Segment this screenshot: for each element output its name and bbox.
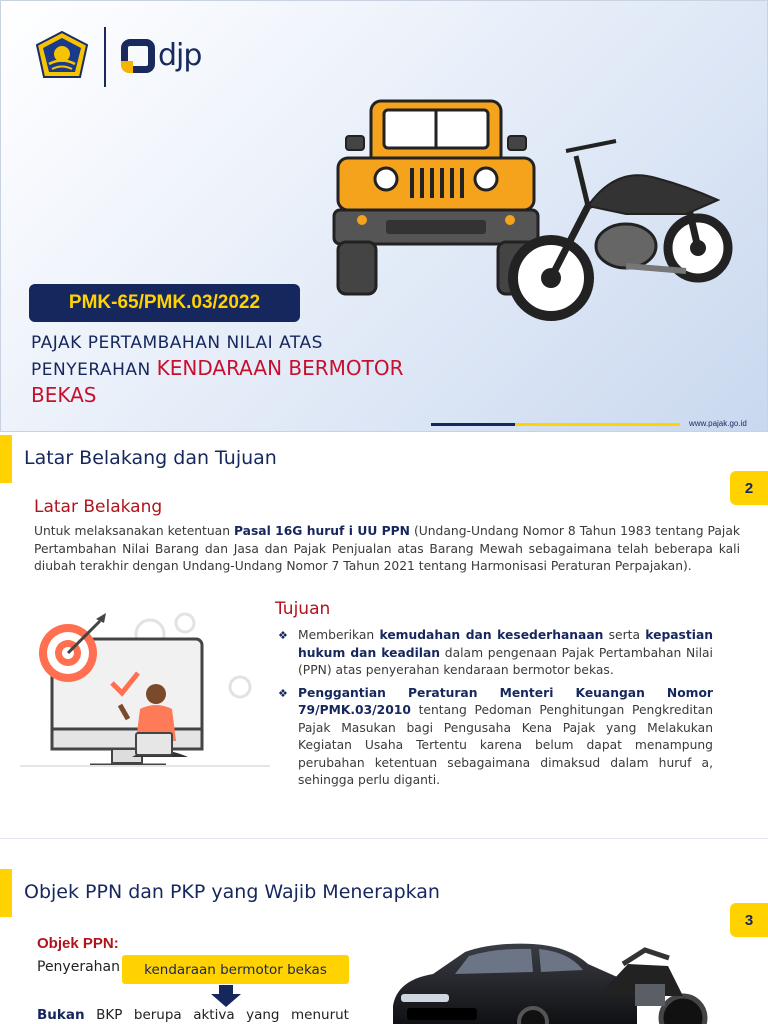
bukan-word: menurut — [291, 1007, 349, 1023]
cover-slide — [0, 0, 768, 432]
tujuan-bullet-list — [278, 627, 713, 795]
jeep-and-motorcycle-illustration — [326, 96, 736, 321]
bukan-bkp-text — [37, 1007, 349, 1023]
djp-mark-icon — [121, 39, 155, 73]
tujuan-heading: Tujuan — [275, 599, 331, 619]
cover-title-line3: BEKAS — [31, 383, 97, 407]
background-paragraph — [34, 523, 740, 576]
used-vehicle-highlight-box: kendaraan bermotor bekas — [122, 955, 349, 984]
para-text: (Undang-Undang Nomor 8 Tahun 1983 tentang Pajak Pertambahan Nilai Barang dan Jasa dan Pajak Penjualan atas Barang Mewah sebagaimana telah beberapa kali diubah terakhir dengan Undang-Undang Nomor 7 Tahun 2021 tentang Harmonisasi Peraturan Perpajakan). — [34, 524, 740, 573]
bullet-text: Memberikan — [298, 628, 380, 642]
footer-line-yellow — [515, 423, 680, 426]
list-item — [278, 685, 713, 790]
penyerahan-text: Penyerahan — [37, 959, 120, 975]
bullet-text: tentang Pedoman Penghitungan Pengkreditan Pajak Masukan bagi Pengusaha Kena Pajak yang Melakukan Kegiatan Usaha Tertentu karena belum dapat menampung perubahan ketentuan sebagaimana dimaksud dalam huruf a, sehingga perlu diganti. — [298, 703, 713, 787]
bullet-bold: kepastian hukum dan keadilan — [298, 628, 714, 660]
car-icon — [393, 944, 637, 1024]
cover-title-line2 — [31, 356, 461, 383]
page-number-badge: 2 — [730, 471, 768, 505]
kemenkeu-emblem-icon — [35, 31, 89, 81]
bullet-bold: Penggantian Peraturan Menteri Keuangan Nomor 79/PMK.03/2010 — [298, 685, 713, 717]
car-and-motorbike-photo — [383, 936, 713, 1024]
bukan-word: aktiva — [193, 1007, 235, 1023]
list-item — [278, 627, 713, 680]
bukan-word: yang — [246, 1007, 280, 1023]
latar-belakang-heading: Latar Belakang — [34, 497, 163, 517]
page-number-badge: 3 — [730, 903, 768, 937]
footer-url[interactable]: www.pajak.go.id — [689, 419, 747, 428]
logo-divider — [104, 27, 106, 87]
bullet-text: serta — [603, 628, 646, 642]
bukan-bold: Bukan — [37, 1007, 85, 1023]
down-arrow-icon — [211, 985, 241, 1009]
objek-ppn-label: Objek PPN: — [37, 935, 119, 952]
bullet-text: dalam pengenaan Pajak Pertambahan Nilai (PPN) atas penyerahan kendaraan bermotor bekas. — [298, 645, 713, 677]
djp-logo — [121, 39, 201, 73]
target-person-laptop-illustration — [20, 609, 270, 769]
section-accent-bar — [0, 435, 12, 483]
bullet-bold: kemudahan dan kesederhanaan — [379, 628, 604, 642]
cover-title-highlight: KENDARAAN BERMOTOR — [156, 356, 404, 380]
para-bold: Pasal 16G huruf i UU PPN — [233, 524, 410, 538]
regulation-code-box: PMK-65/PMK.03/2022 — [29, 284, 300, 322]
objek-ppn-slide — [0, 838, 768, 1024]
cover-title — [31, 331, 461, 408]
diamond-bullet-icon: ❖ — [278, 629, 288, 642]
section-title: Objek PPN dan PKP yang Wajib Menerapkan — [24, 881, 440, 903]
section-accent-bar — [0, 869, 12, 917]
bukan-word: BKP — [96, 1007, 123, 1023]
djp-wordmark: djp — [158, 38, 202, 73]
para-text: Untuk melaksanakan ketentuan — [34, 524, 234, 538]
cover-title-prefix: PENYERAHAN — [31, 360, 157, 380]
bukan-word: berupa — [133, 1007, 182, 1023]
footer-line-navy — [431, 423, 515, 426]
section-title: Latar Belakang dan Tujuan — [24, 447, 277, 469]
cover-title-line1: PAJAK PERTAMBAHAN NILAI ATAS — [31, 333, 323, 353]
diamond-bullet-icon: ❖ — [278, 686, 288, 700]
motorcycle-icon — [513, 141, 728, 316]
background-slide — [0, 433, 768, 838]
jeep-icon — [334, 101, 538, 294]
